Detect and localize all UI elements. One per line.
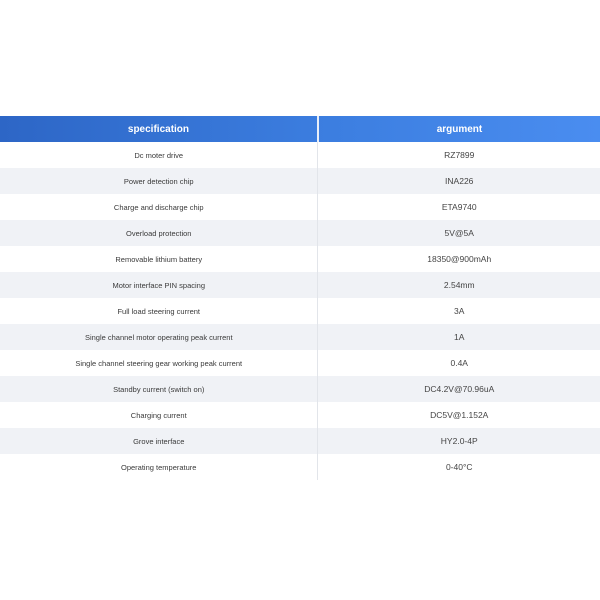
spec-cell: Grove interface — [133, 436, 185, 446]
spec-cell: Overload protection — [126, 228, 192, 238]
spec-cell: Full load steering current — [117, 306, 200, 316]
table-body — [0, 142, 600, 480]
argument-cell: HY2.0-4P — [440, 436, 478, 446]
spec-cell: Dc moter drive — [134, 150, 184, 160]
argument-cell: 18350@900mAh — [427, 254, 492, 264]
spec-cell: Removable lithium battery — [115, 254, 203, 264]
spec-cell: Charging current — [130, 410, 187, 420]
spec-cell: Charge and discharge chip — [113, 202, 204, 212]
table-row — [0, 220, 600, 246]
argument-cell: DC5V@1.152A — [430, 410, 489, 420]
table-row — [0, 168, 600, 194]
table-row — [0, 376, 600, 402]
table-row — [0, 142, 600, 168]
argument-cell: 5V@5A — [444, 228, 474, 238]
argument-cell: 0-40°C — [445, 462, 473, 472]
table-row — [0, 246, 600, 272]
table-row — [0, 324, 600, 350]
header-specification: specification — [127, 123, 190, 135]
spec-cell: Single channel motor operating peak current — [84, 332, 233, 342]
table-header — [0, 116, 600, 142]
table-row — [0, 350, 600, 376]
spec-cell: Power detection chip — [123, 176, 194, 186]
argument-cell: 1A — [454, 332, 465, 342]
spec-cell: Single channel steering gear working peak current — [75, 358, 243, 368]
argument-cell: RZ7899 — [444, 150, 475, 160]
header-argument: argument — [436, 123, 483, 135]
argument-cell: ETA9740 — [441, 202, 477, 212]
spec-cell: Motor interface PIN spacing — [112, 280, 205, 290]
argument-cell: 3A — [454, 306, 465, 316]
table-row — [0, 272, 600, 298]
argument-cell: DC4.2V@70.96uA — [424, 384, 495, 394]
spec-cell: Standby current (switch on) — [113, 384, 205, 394]
spec-table — [0, 116, 600, 480]
table-row — [0, 454, 600, 480]
table-row — [0, 298, 600, 324]
table-row — [0, 428, 600, 454]
argument-cell: 2.54mm — [443, 280, 475, 290]
spec-cell: Operating temperature — [121, 462, 197, 472]
table-row — [0, 402, 600, 428]
argument-cell: 0.4A — [450, 358, 468, 368]
table-row — [0, 194, 600, 220]
argument-cell: INA226 — [445, 176, 474, 186]
